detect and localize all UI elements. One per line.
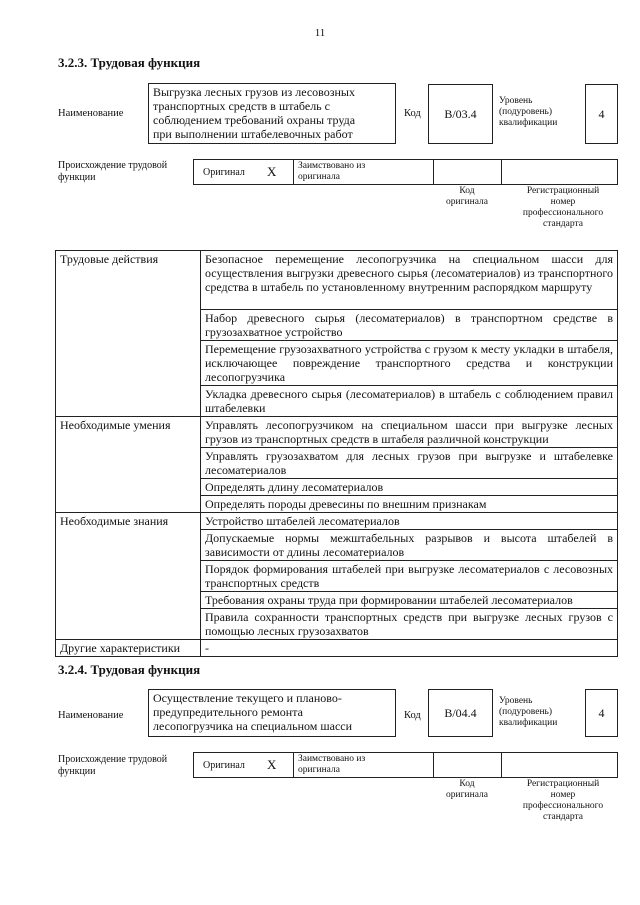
section-title: 3.2.4. Трудовая функция — [58, 662, 201, 677]
code-value: В/04.4 — [428, 689, 493, 737]
original-label: Оригинал — [203, 167, 245, 178]
caption-line: оригинала — [446, 197, 488, 207]
item-cell: Определять породы древесины по внешним признакам — [201, 496, 618, 513]
item-cell: Правила сохранности транспортных средств при выгрузке лесных грузов с помощью лесных грузозахватов — [201, 609, 618, 640]
page-number: 11 — [314, 27, 326, 39]
borrowed-label-line: оригинала — [298, 172, 340, 182]
function-name-line: Осуществление текущего и планово- — [153, 691, 342, 705]
caption-line: номер — [550, 790, 576, 800]
divider — [501, 753, 502, 777]
reg-number-caption — [508, 186, 618, 230]
level-label-line: (подуровень) — [499, 707, 553, 717]
function-name-line: соблюдением требований охраны труда — [153, 113, 356, 127]
item-cell: Перемещение грузозахватного устройства с грузом к месту укладки в штабеля, исключающее повреждение транспортного средства и конструкции лесопогрузчика — [201, 341, 618, 386]
code-label: Код — [404, 108, 421, 119]
caption-line: оригинала — [446, 790, 488, 800]
borrowed-label — [298, 754, 365, 776]
category-cell: Трудовые действия — [56, 251, 201, 417]
origin-row — [193, 159, 618, 185]
category-cell: Другие характеристики — [56, 640, 201, 657]
caption-line: профессионального — [522, 801, 604, 811]
item-cell: Безопасное перемещение лесопогрузчика на специальном шасси для осуществления выгрузки древесного сырья (лесоматериалов) из транспортного средства в штабель по установленному внутренним распорядком маршруту — [201, 251, 618, 310]
origin-label-line: Происхождение трудовой — [58, 160, 168, 171]
borrowed-label — [298, 161, 365, 183]
divider — [293, 160, 294, 184]
divider — [501, 160, 502, 184]
level-label — [499, 696, 557, 729]
function-details-table — [55, 250, 618, 657]
category-cell: Необходимые умения — [56, 417, 201, 513]
function-name-box — [148, 83, 396, 144]
caption-line: стандарта — [543, 219, 583, 229]
item-cell: Допускаемые нормы межштабельных разрывов и высота штабелей в зависимости от длины лесоматериалов — [201, 530, 618, 561]
item-cell: Укладка древесного сырья (лесоматериалов) в штабель с соблюдением правил штабелевки — [201, 386, 618, 417]
function-name-line: при выполнении штабелевочных работ — [153, 127, 353, 141]
code-label: Код — [404, 710, 421, 721]
origin-row — [193, 752, 618, 778]
item-cell: - — [201, 640, 618, 657]
caption-line: Код — [459, 186, 475, 196]
item-cell: Требования охраны труда при формировании штабелей лесоматериалов — [201, 592, 618, 609]
level-value: 4 — [585, 689, 618, 737]
table-row — [56, 640, 618, 657]
borrowed-label-line: оригинала — [298, 765, 340, 775]
borrowed-label-line: Заимствовано из — [298, 754, 366, 764]
origin-label — [58, 754, 167, 778]
level-label-line: Уровень — [499, 696, 533, 706]
level-label — [499, 96, 557, 129]
level-label-line: (подуровень) — [499, 107, 553, 117]
category-cell: Необходимые знания — [56, 513, 201, 640]
caption-line: Регистрационный — [526, 186, 600, 196]
caption-line: стандарта — [543, 812, 583, 822]
caption-line: профессионального — [522, 208, 604, 218]
function-name-line: лесопогрузчика на специальном шасси — [153, 719, 353, 733]
original-mark: X — [267, 164, 277, 179]
origin-label-line: функции — [58, 172, 96, 183]
function-name-line: транспортных средств в штабель с — [153, 99, 330, 113]
caption-line: Регистрационный — [526, 779, 600, 789]
item-cell: Определять длину лесоматериалов — [201, 479, 618, 496]
origin-label-line: функции — [58, 766, 96, 777]
name-label: Наименование — [58, 710, 124, 721]
divider — [433, 160, 434, 184]
caption-line: Код — [459, 779, 475, 789]
divider — [293, 753, 294, 777]
section-title: 3.2.3. Трудовая функция — [58, 55, 201, 70]
original-label: Оригинал — [203, 760, 245, 771]
level-label-line: Уровень — [499, 96, 533, 106]
caption-line: номер — [550, 197, 576, 207]
origin-label-line: Происхождение трудовой — [58, 754, 168, 765]
code-original-caption — [432, 186, 502, 208]
name-label: Наименование — [58, 108, 124, 119]
item-cell: Устройство штабелей лесоматериалов — [201, 513, 618, 530]
reg-number-caption — [508, 779, 618, 823]
original-mark: X — [267, 757, 277, 772]
item-cell: Порядок формирования штабелей при выгрузке лесоматериалов с лесовозных транспортных средств — [201, 561, 618, 592]
level-label-line: квалификации — [499, 718, 558, 728]
divider — [433, 753, 434, 777]
table-row — [56, 513, 618, 530]
function-name-line: предупредительного ремонта — [153, 705, 303, 719]
level-value: 4 — [585, 84, 618, 144]
code-original-caption — [432, 779, 502, 801]
item-cell: Управлять лесопогрузчиком на специальном шасси при выгрузке лесных грузов из транспортных средств в штабеля различной конструкции — [201, 417, 618, 448]
level-label-line: квалификации — [499, 118, 558, 128]
borrowed-label-line: Заимствовано из — [298, 161, 366, 171]
item-cell: Набор древесного сырья (лесоматериалов) в транспортном средстве в грузозахватное устройство — [201, 310, 618, 341]
item-cell: Управлять грузозахватом для лесных грузов при выгрузке и штабелевке лесоматериалов — [201, 448, 618, 479]
code-value: В/03.4 — [428, 84, 493, 144]
function-name-line: Выгрузка лесных грузов из лесовозных — [153, 85, 355, 99]
table-row — [56, 251, 618, 310]
table-row — [56, 417, 618, 448]
origin-label — [58, 160, 167, 184]
function-name-box — [148, 689, 396, 737]
